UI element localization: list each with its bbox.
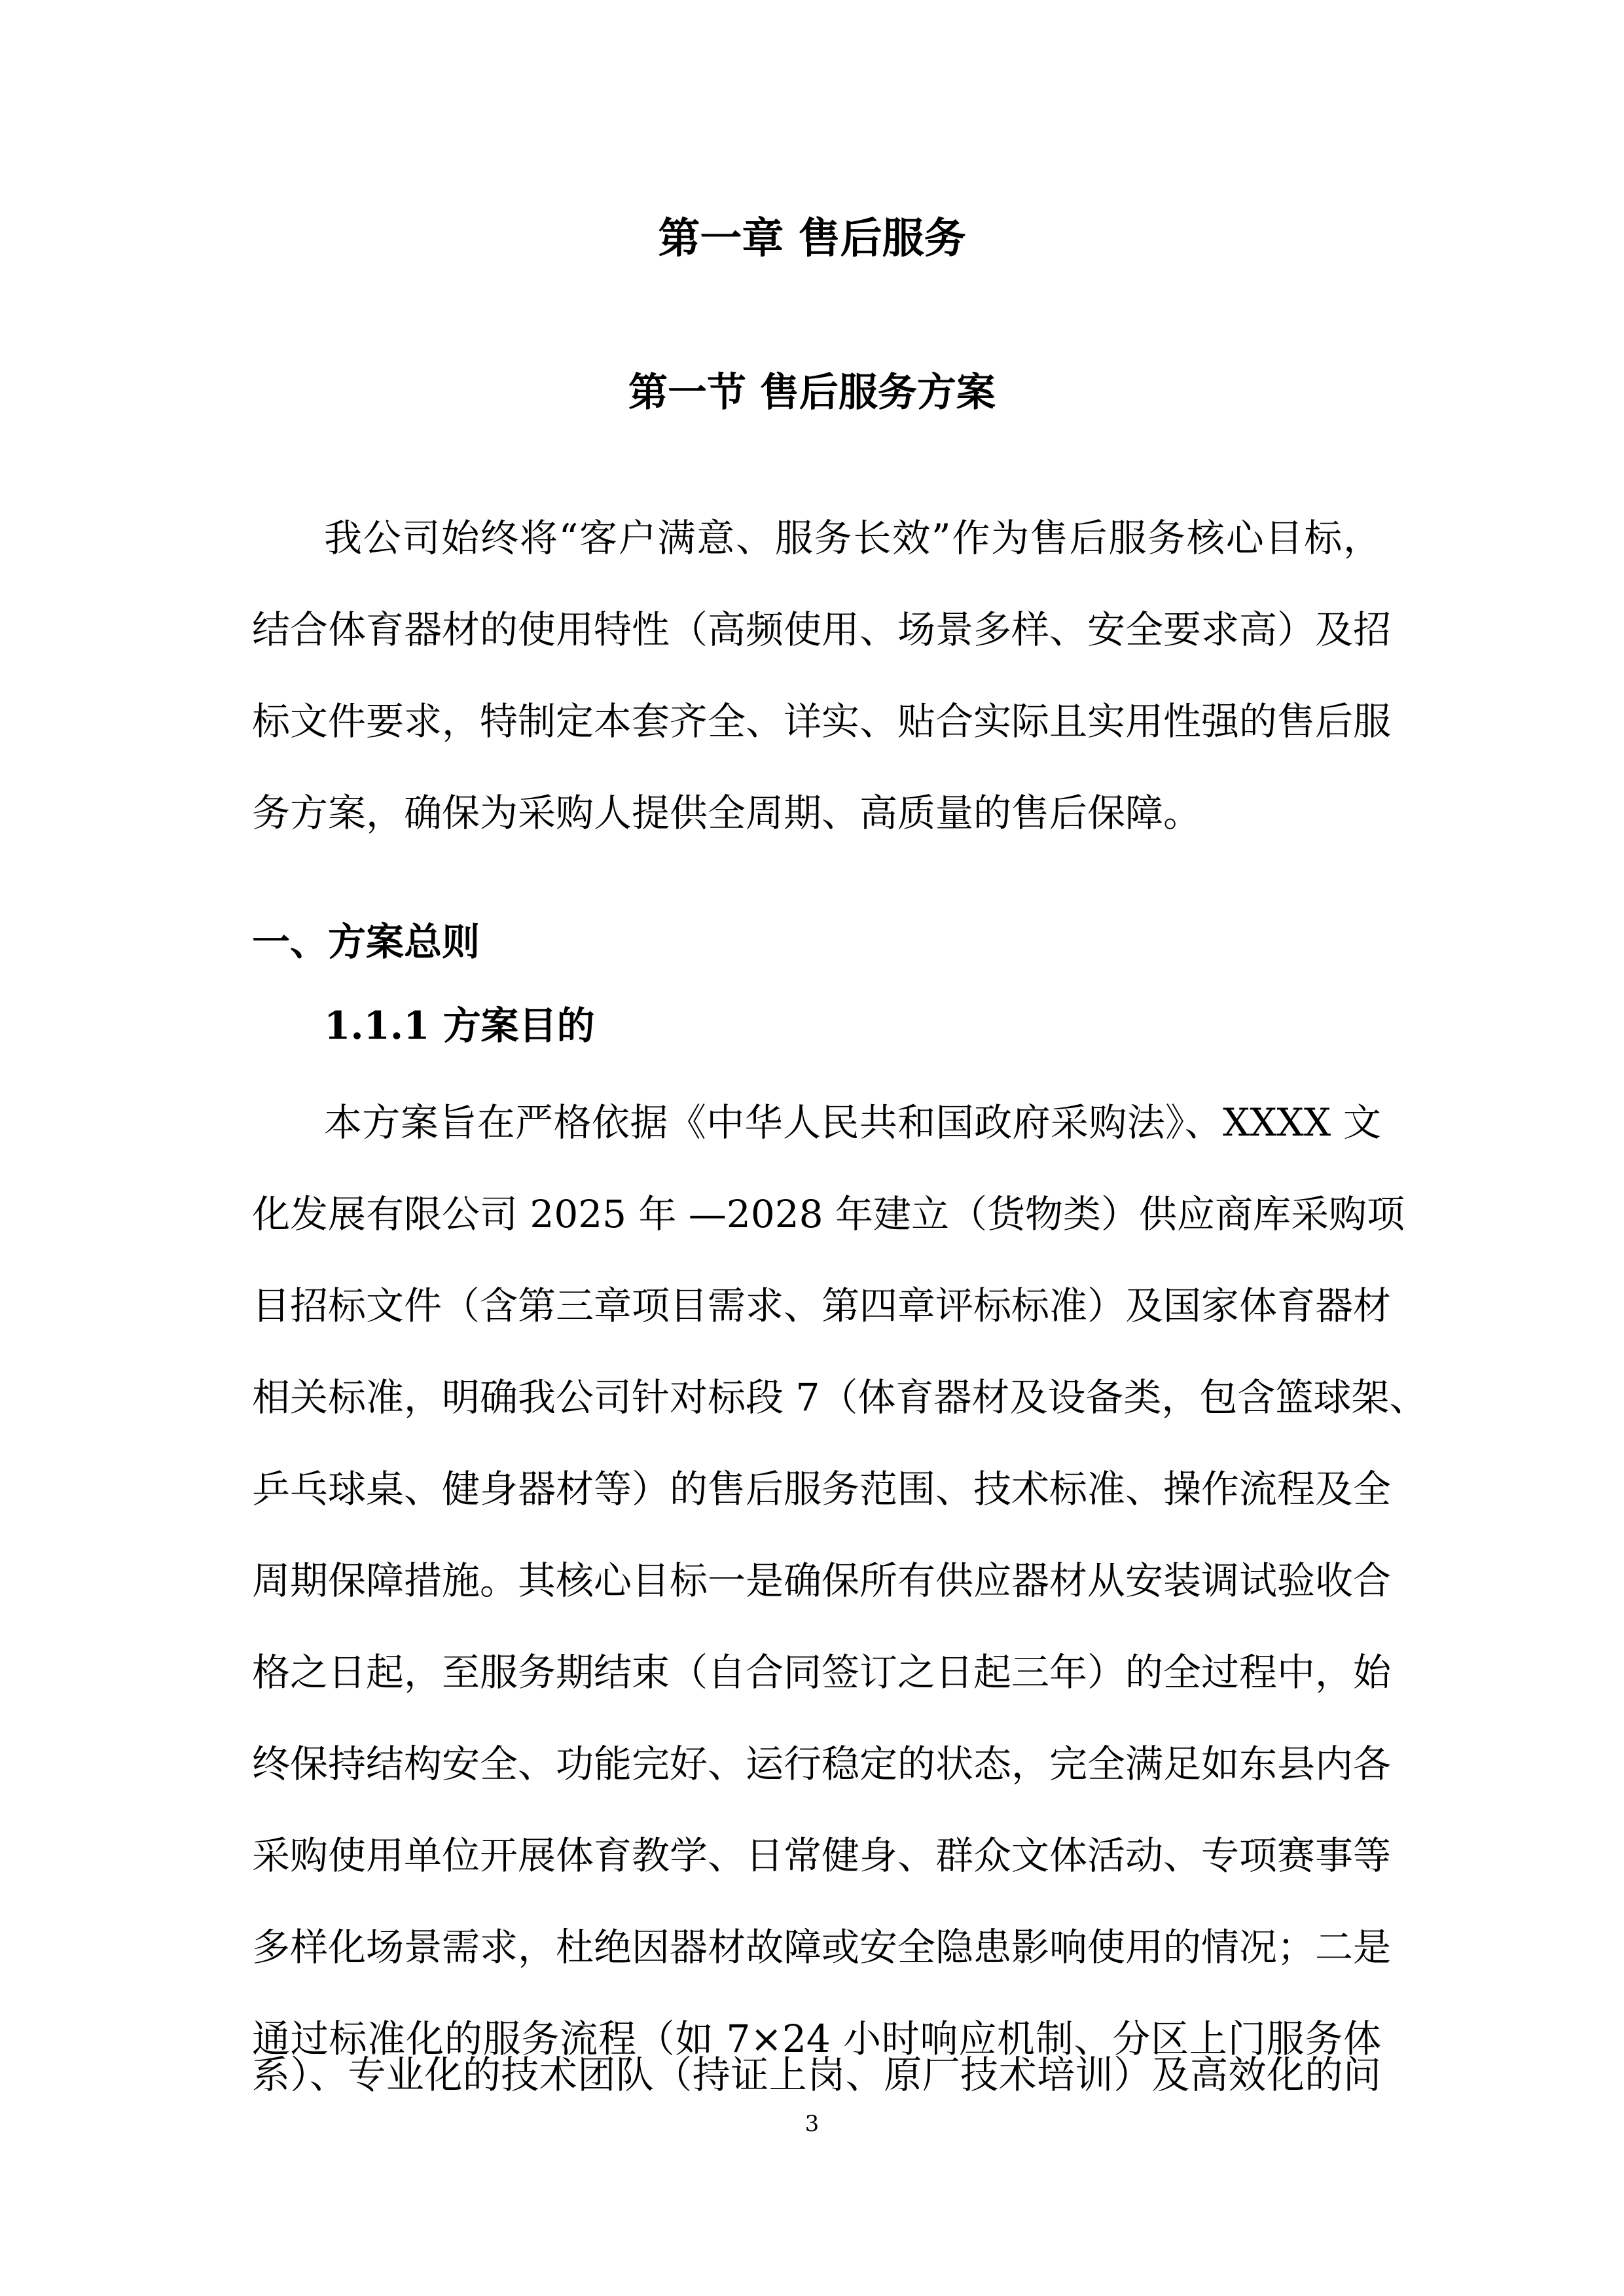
page-number: 3: [804, 2111, 820, 2137]
paragraph-line: 系）、专业化的技术团队（持证上岗、原厂技术培训）及高效化的问: [252, 2053, 1381, 2097]
paragraph-line: 本方案旨在严格依据《中华人民共和国政府采购法》、XXXX 文: [324, 1100, 1381, 1145]
paragraph-line: 终保持结构安全、功能完好、运行稳定的状态，完全满足如东县内各: [252, 1742, 1392, 1786]
section-title: 第一节 售后服务方案: [628, 370, 996, 416]
chapter-title: 第一章 售后服务: [658, 215, 966, 263]
paragraph-line: 标文件要求，特制定本套齐全、详实、贴合实际且实用性强的售后服: [252, 699, 1392, 744]
paragraph-line: 目招标文件（含第三章项目需求、第四章评标标准）及国家体育器材: [252, 1283, 1392, 1328]
heading-general-principles: 一、方案总则: [252, 920, 480, 964]
paragraph-line: 乒乓球桌、健身器材等）的售后服务范围、技术标准、操作流程及全: [252, 1467, 1392, 1511]
paragraph-line: 化发展有限公司 2025 年 —2028 年建立（货物类）供应商库采购项: [252, 1192, 1405, 1236]
paragraph-line: 通过标准化的服务流程（如 7×24 小时响应机制、分区上门服务体: [252, 2017, 1381, 2061]
paragraph-line: 务方案，确保为采购人提供全周期、高质量的售后保障。: [252, 791, 1202, 835]
paragraph-line: 格之日起，至服务期结束（自合同签订之日起三年）的全过程中，始: [252, 1650, 1392, 1695]
paragraph-line: 相关标准，明确我公司针对标段 7（体育器材及设备类，包含篮球架、: [252, 1375, 1428, 1420]
paragraph-line: 多样化场景需求，杜绝因器材故障或安全隐患影响使用的情况；二是: [252, 1925, 1392, 1969]
paragraph-line: 周期保障措施。其核心目标一是确保所有供应器材从安装调试验收合: [252, 1558, 1392, 1603]
heading-purpose: 1.1.1 方案目的: [324, 1003, 595, 1048]
paragraph-line: 采购使用单位开展体育教学、日常健身、群众文体活动、专项赛事等: [252, 1833, 1392, 1878]
paragraph-line: 我公司始终将“客户满意、服务长效”作为售后服务核心目标，: [324, 516, 1381, 560]
paragraph-line: 结合体育器材的使用特性（高频使用、场景多样、安全要求高）及招: [252, 607, 1392, 652]
